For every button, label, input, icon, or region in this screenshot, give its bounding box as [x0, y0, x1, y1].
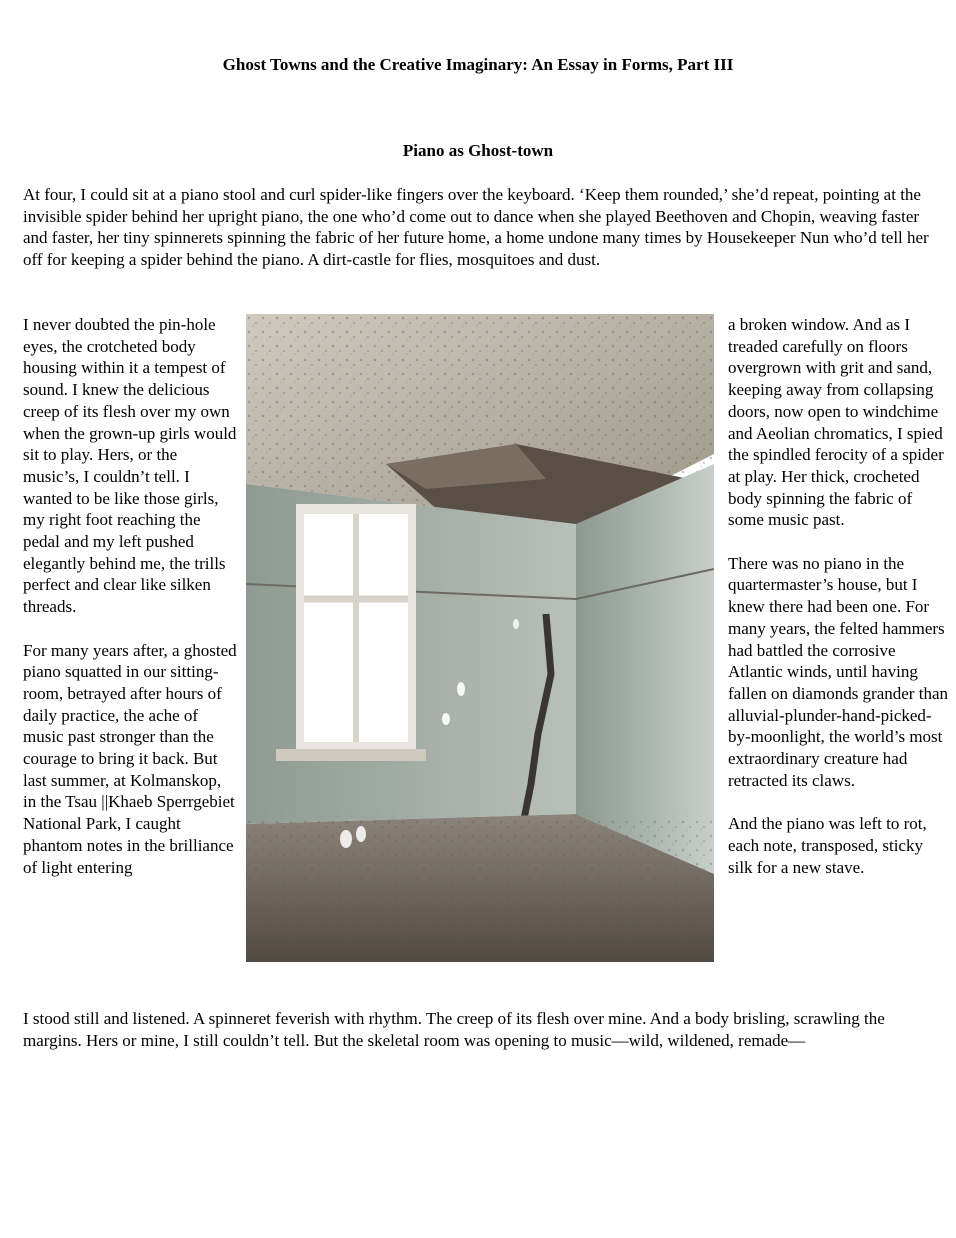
right-text-column — [728, 314, 948, 900]
left-text-column — [23, 314, 237, 900]
right-paragraph-1: a broken window. And as I treaded carefully on floors overgrown with grit and sand, keeping away from collapsing doors, now open to windchime and Aeolian chromatics, I spied the spindled ferocity of a spider at play. Her thick, crocheted body spinning the fabric of some music past. — [728, 315, 944, 530]
outro-paragraph: I stood still and listened. A spinneret feverish with rhythm. The creep of its flesh over mine. And a body brisling, scrawling the margins. Hers or mine, I still couldn’t tell. But the skeletal room was opening to music—wild, wildened, remade— — [23, 1009, 885, 1050]
left-paragraph-2: For many years after, a ghosted piano squatted in our sitting-room, betrayed after hours of daily practice, the ache of music past stronger than the courage to bring it back. But last summer, at Kolmanskop, in the Tsau ||Khaeb Sperrgebiet National Park, I caught phantom notes in the brilliance of light entering — [23, 640, 237, 877]
intro-paragraph: At four, I could sit at a piano stool and curl spider-like fingers over the keyboard. ‘Keep them rounded,’ she’d repeat, pointing at the invisible spider behind her upright piano, the one who’d come out to dance when she played Beethoven and Chopin, weaving faster and faster, her tiny spinnerets spinning the fabric of her future home, a home undone many times by Housekeeper Nun who’d tell her off for keeping a spider behind the piano. A dirt-castle for flies, mosquitoes and dust. — [23, 185, 929, 270]
section-title: Piano as Ghost-town — [402, 141, 554, 160]
right-paragraph-2: There was no piano in the quartermaster’s house, but I knew there had been one. For many years, the felted hammers had battled the corrosive Atlantic winds, until having fallen on diamonds grander than alluvial-plunder-hand-picked-by-moonlight, the world’s most extraordinary creature had retracted its claws. — [728, 553, 948, 790]
document-title: Ghost Towns and the Creative Imaginary: An Essay in Forms, Part III — [222, 55, 734, 74]
left-paragraph-1: I never doubted the pin-hole eyes, the crotcheted body housing within it a tempest of sound. I knew the delicious creep of its flesh over my own when the grown-up girls would sit to play. Hers, or the music’s, I couldn’t tell. I wanted to be like those girls, my right foot reaching the pedal and my left pushed elegantly behind me, the trills perfect and clear like silken threads. — [23, 315, 237, 617]
abandoned-room-photo — [246, 314, 714, 962]
right-paragraph-3: And the piano was left to rot, each note, transposed, sticky silk for a new stave. — [728, 814, 927, 877]
